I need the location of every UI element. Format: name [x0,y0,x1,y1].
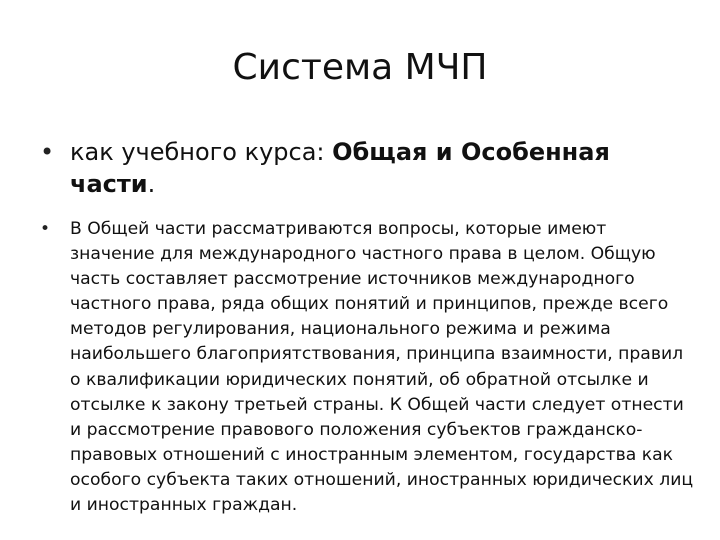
bullet-list [40,136,695,518]
slide-title: Система МЧП [232,47,488,88]
bullet-item-general-part [40,217,695,518]
bullet-text-suffix: . [147,170,156,198]
bullet-text-body: В Общей части рассматриваются вопросы, которые имеют значение для международного частного права в целом. Общую часть составляет рассмотрение источников международного частного права, ряда общих понятий и принципов, прежде всего методов регулирования, национального режима и режима наибольшего благоприятствования, принципа взаимности, правил о квалификации юридических понятий, об обратной отсылке и отсылке к закону третьей страны. К Общей части следует отнести и рассмотрение правового положения субъектов гражданско-правовых отношений с иностранным элементом, государства как особого субъекта таких отношений, иностранных юридических лиц и иностранных граждан. [70,219,694,516]
bullet-item-course [40,136,695,200]
bullet-marker: • [40,219,51,239]
bullet-text-emphasis: Общая и Особенная части [70,138,610,198]
bullet-marker: • [40,138,55,166]
bullet-text-prefix: как учебного курса: [70,138,333,166]
